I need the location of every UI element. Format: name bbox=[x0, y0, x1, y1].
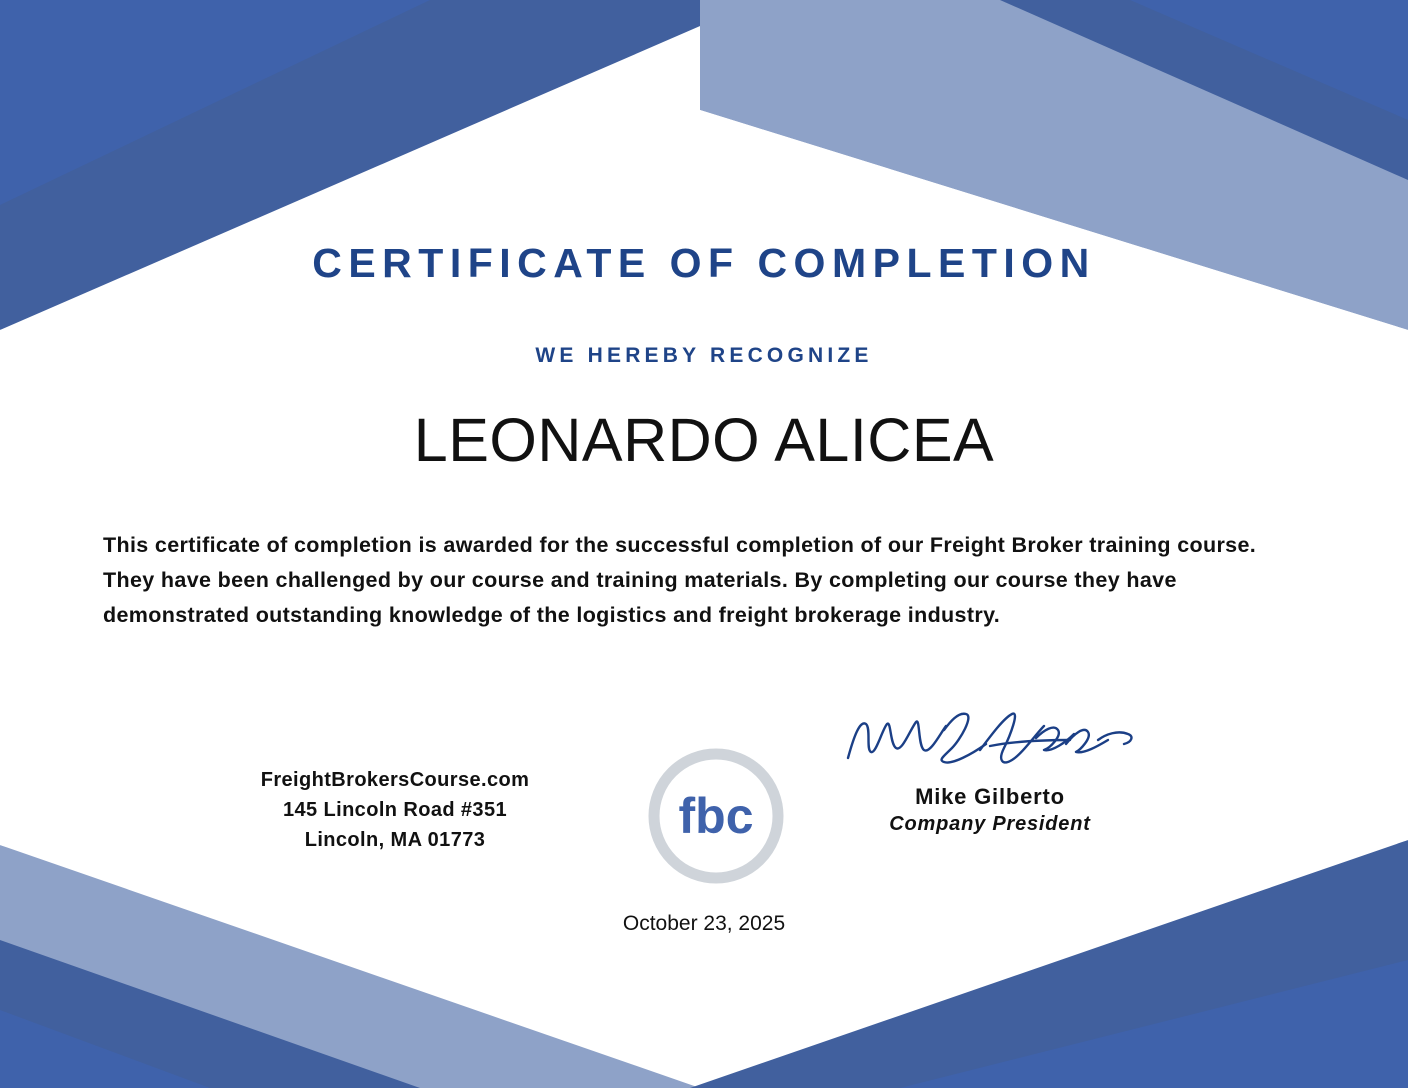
recipient-name: LEONARDO ALICEA bbox=[413, 406, 995, 474]
certificate-body-text: This certificate of completion is awarded for the successful completion of our Freight Broker training course. They have been challenged by our course and training materials. By completing our course they have demonstrated outstanding knowledge of the logistics and freight brokerage industry. bbox=[103, 533, 1257, 627]
signature-icon bbox=[840, 700, 1140, 778]
issuer-address-line1: 145 Lincoln Road #351 bbox=[282, 799, 508, 821]
issuer-address-line2: Lincoln, MA 01773 bbox=[304, 829, 486, 851]
issuer-website: FreightBrokersCourse.com bbox=[260, 769, 530, 791]
signature-block bbox=[820, 700, 1160, 836]
issuer-address-block bbox=[150, 765, 640, 855]
recognition-subtitle: WE HEREBY RECOGNIZE bbox=[535, 344, 873, 367]
fbc-logo-icon bbox=[648, 748, 784, 884]
signer-title: Company President bbox=[889, 813, 1091, 835]
page-title: CERTIFICATE OF COMPLETION bbox=[312, 240, 1096, 286]
issue-date: October 23, 2025 bbox=[622, 912, 786, 935]
fbc-logo-text: fbc bbox=[678, 788, 754, 844]
signer-name: Mike Gilberto bbox=[915, 784, 1065, 809]
